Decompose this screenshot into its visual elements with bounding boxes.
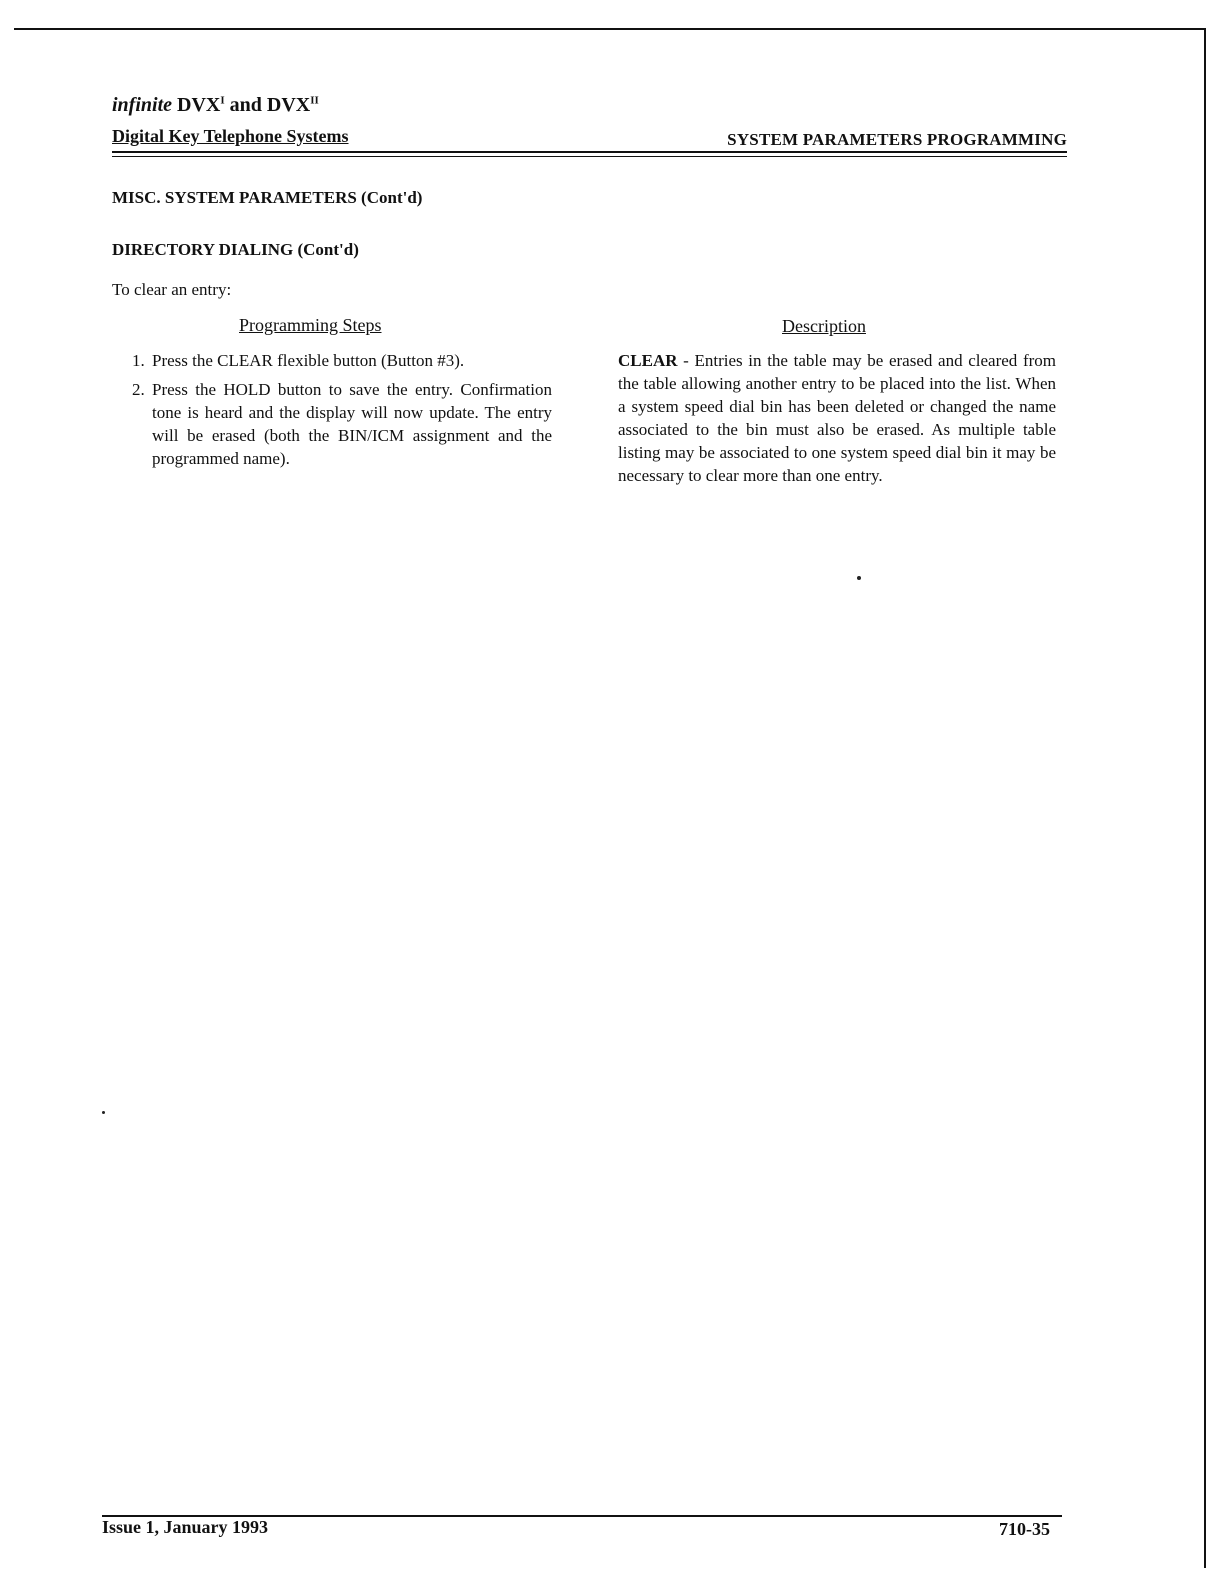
step-number: 1.: [132, 351, 145, 370]
description-term: CLEAR: [618, 351, 678, 370]
scan-speck: [857, 576, 861, 580]
header-rule: [112, 151, 1067, 153]
intro-text: To clear an entry:: [112, 280, 232, 299]
sub-title: DIRECTORY DIALING (Cont'd): [112, 240, 359, 259]
step-number: 2.: [132, 380, 145, 399]
step-text: Press the CLEAR flexible button (Button #3).: [152, 351, 465, 370]
footer-issue: Issue 1, January 1993: [102, 1517, 269, 1537]
brand-name: infinite: [112, 94, 173, 116]
description-text: - Entries in the table may be erased and cleared from the table allowing another entry to be placed into the list. When a system speed dial bin has been deleted or changed the name associated to the bin must also be erased. As multiple table listing may be associated to one system speed dial bin it may be necessary to clear more than one entry.: [618, 351, 1056, 485]
steps-list: [132, 349, 552, 476]
scan-speck: [102, 1111, 105, 1114]
header-subtitle: Digital Key Telephone Systems: [112, 126, 349, 146]
brand-dvx2: and DVX: [229, 94, 311, 116]
header-brand: [112, 94, 319, 117]
list-item: [132, 378, 552, 470]
brand-sup2: II: [310, 94, 319, 107]
footer-page-number: 710-35: [999, 1519, 1050, 1539]
section-title: MISC. SYSTEM PARAMETERS (Cont'd): [112, 188, 423, 207]
brand-dvx1: DVX: [177, 94, 221, 116]
description-paragraph: [618, 349, 1056, 487]
header-section-name: SYSTEM PARAMETERS PROGRAMMING: [727, 130, 1067, 149]
step-text: Press the HOLD button to save the entry. Confirmation tone is heard and the display will now update. The entry will be erased (both the BIN/ICM assignment and the programmed name).: [152, 380, 552, 468]
list-item: [132, 349, 552, 372]
header-rule-thin: [112, 156, 1067, 157]
description-heading: Description: [782, 316, 866, 336]
steps-heading: Programming Steps: [239, 315, 382, 335]
brand-sup1: I: [220, 94, 225, 107]
